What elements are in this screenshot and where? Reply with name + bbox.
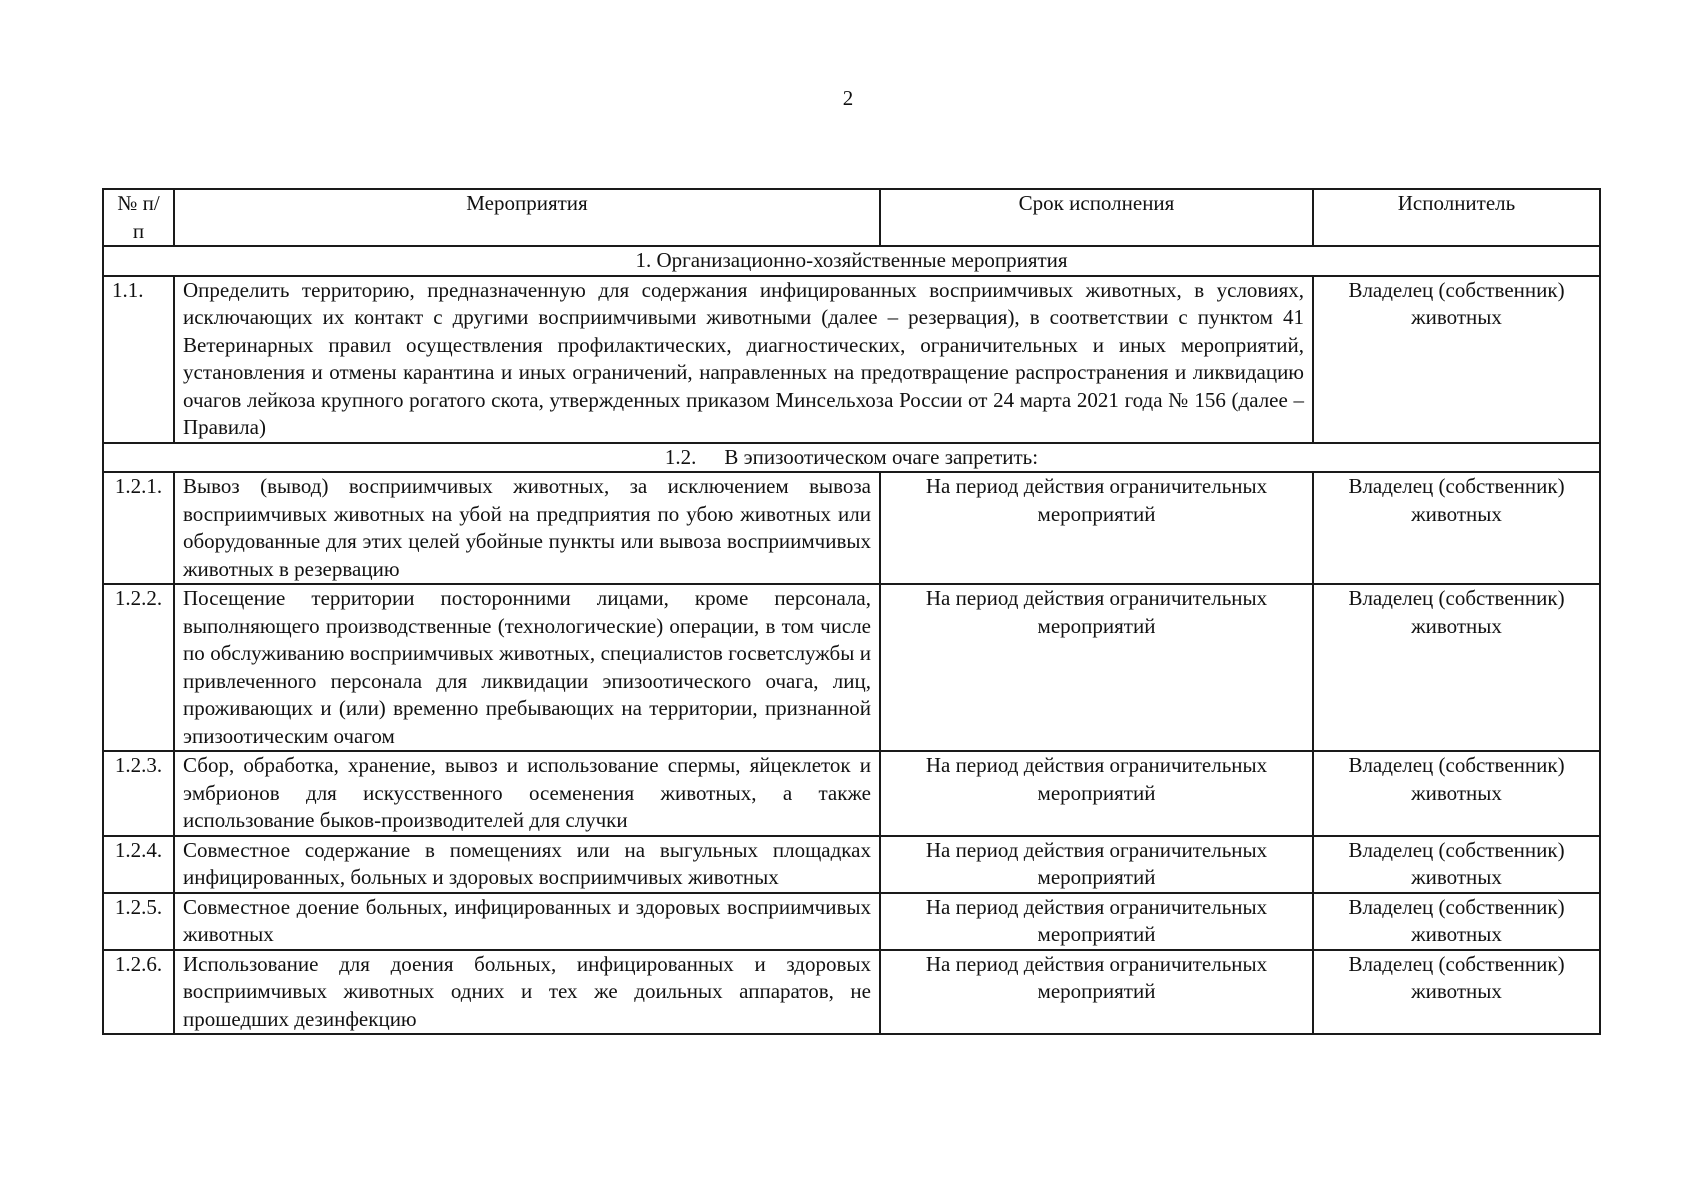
header-deadline: Срок исполнения: [880, 189, 1313, 246]
row-number: 1.2.3.: [103, 751, 174, 836]
table-row: [103, 472, 1600, 584]
row-deadline: На период действия ограничительных мероприятий: [880, 950, 1313, 1035]
row-number: 1.2.2.: [103, 584, 174, 751]
table-row: [103, 950, 1600, 1035]
row-deadline: На период действия ограничительных мероприятий: [880, 751, 1313, 836]
row-number: 1.2.6.: [103, 950, 174, 1035]
row-activity: Совместное содержание в помещениях или на выгульных площадках инфицированных, больных и здоровых восприимчивых животных: [174, 836, 880, 893]
row-deadline: На период действия ограничительных мероприятий: [880, 893, 1313, 950]
row-deadline: На период действия ограничительных мероприятий: [880, 836, 1313, 893]
row-executor: Владелец (собственник) животных: [1313, 472, 1600, 584]
table-row: [103, 751, 1600, 836]
subheading-row: [103, 443, 1600, 473]
row-executor: Владелец (собственник) животных: [1313, 276, 1600, 443]
section-title: 1. Организационно-хозяйственные мероприятия: [103, 246, 1600, 276]
row-number: 1.1.: [103, 276, 174, 443]
row-deadline: На период действия ограничительных мероприятий: [880, 584, 1313, 751]
header-executor: Исполнитель: [1313, 189, 1600, 246]
row-deadline: На период действия ограничительных мероприятий: [880, 472, 1313, 584]
table-row: [103, 836, 1600, 893]
row-activity: Использование для доения больных, инфицированных и здоровых восприимчивых животных одних и тех же доильных аппаратов, не прошедших дезинфекцию: [174, 950, 880, 1035]
section-title-row: [103, 246, 1600, 276]
row-executor: Владелец (собственник) животных: [1313, 584, 1600, 751]
subheading-text: В эпизоотическом очаге запретить:: [724, 444, 1039, 469]
header-activities: Мероприятия: [174, 189, 880, 246]
table-row: [103, 893, 1600, 950]
row-executor: Владелец (собственник) животных: [1313, 893, 1600, 950]
table-header-row: [103, 189, 1600, 246]
row-activity: Сбор, обработка, хранение, вывоз и использование спермы, яйцеклеток и эмбрионов для искусственного осеменения животных, а также использование быков-производителей для случки: [174, 751, 880, 836]
measures-table: [102, 188, 1601, 1035]
row-executor: Владелец (собственник) животных: [1313, 950, 1600, 1035]
subheading: [103, 443, 1600, 473]
row-executor: Владелец (собственник) животных: [1313, 751, 1600, 836]
table-row: [103, 584, 1600, 751]
subheading-number: 1.2.: [664, 444, 697, 469]
row-activity: Вывоз (вывод) восприимчивых животных, за исключением вывоза восприимчивых животных на убой на предприятия по убою животных или оборудованные для этих целей убойные пункты или вывоза восприимчивых животных в резервацию: [174, 472, 880, 584]
row-activity: Посещение территории посторонними лицами, кроме персонала, выполняющего производственные (технологические) операции, в том числе по обслуживанию восприимчивых животных, специалистов госветслужбы и привлеченного персонала для ликвидации эпизоотического очага, лиц, проживающих и (или) временно пребывающих на территории, признанной эпизоотическим очагом: [174, 584, 880, 751]
page-number: 2: [842, 86, 854, 110]
row-activity: Совместное доение больных, инфицированных и здоровых восприимчивых животных: [174, 893, 880, 950]
row-number: 1.2.4.: [103, 836, 174, 893]
header-number: № п/п: [103, 189, 174, 246]
table-row: [103, 276, 1600, 443]
row-number: 1.2.5.: [103, 893, 174, 950]
row-activity: Определить территорию, предназначенную для содержания инфицированных восприимчивых животных, в условиях, исключающих их контакт с другими восприимчивыми животными (далее – резервация), в соответствии с пунктом 41 Ветеринарных правил осуществления профилактических, диагностических, ограничительных и иных мероприятий, установления и отмены карантина и иных ограничений, направленных на предотвращение распространения и ликвидацию очагов лейкоза крупного рогатого скота, утвержденных приказом Минсельхоза России от 24 марта 2021 года № 156 (далее – Правила): [174, 276, 1313, 443]
row-executor: Владелец (собственник) животных: [1313, 836, 1600, 893]
row-number: 1.2.1.: [103, 472, 174, 584]
